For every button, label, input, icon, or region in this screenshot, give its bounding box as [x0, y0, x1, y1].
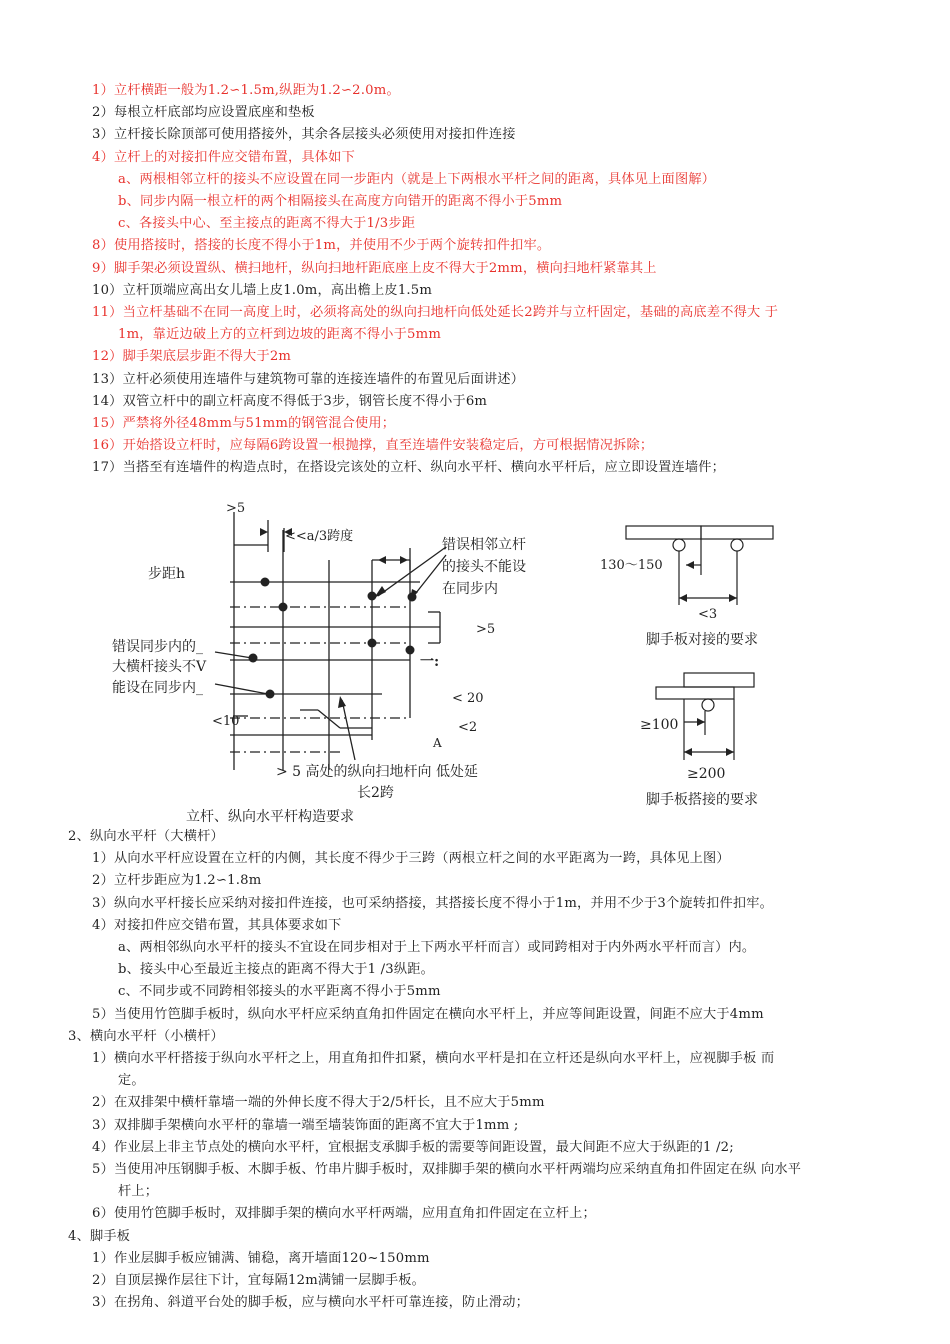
arrow-head: [729, 594, 737, 602]
wrong-left-2: 大横杆接头不V: [112, 659, 207, 675]
label-A: A: [433, 736, 442, 750]
text-line: 3）纵向水平杆接长应采纳对接扣件连接，也可采纳搭接，其搭接长度不得小于1m，并用不少于3个旋转扣件扣牢。: [92, 895, 774, 911]
text-line: 5）当使用冲压钢脚手板、木脚手板、竹串片脚手板时，双排脚手架的横向水平杆两端均应采纳直角扣件固定在纵 向水平: [92, 1162, 802, 1177]
text-line: b、同步内隔一根立杆的两个相隔接头在高度方向错开的距离不得小于5mm: [118, 194, 563, 209]
text-line: 12）脚手架底层步距不得大于2m: [92, 349, 292, 365]
text-line: a、两相邻纵向水平杆的接头不宜设在同步相对于上下两水平杆而言）或同跨相对于内外两水平杆而言）内。: [118, 940, 756, 955]
label-step: 步距h: [148, 566, 186, 582]
arrow-head: [400, 556, 408, 564]
diagram-caption: 立杆、纵向水平杆构造要求: [186, 809, 354, 825]
board-right: [701, 526, 773, 539]
dim-gt5: >5: [226, 501, 246, 516]
text-line: 1）横向水平杆搭接于纵向水平杆之上，用直角扣件扣紧，横向水平杆是扣在立杆还是纵向水平杆上，应视脚手板 而: [92, 1051, 775, 1066]
text-line: 10）立杆顶端应高出女儿墙上皮1.0m，高出檐上皮1.5m: [92, 282, 433, 298]
text-line: 4）对接扣件应交错布置，其具体要求如下: [92, 917, 342, 933]
tube-circle: [673, 539, 685, 551]
text-line: 4）立杆上的对接扣件应交错布置，具体如下: [92, 149, 355, 165]
text-line: 8）使用搭接时，搭接的长度不得小于1m，并使用不少于两个旋转扣件扣牢。: [92, 238, 551, 254]
text-line: 13）立杆必须使用连墙件与建筑物可靠的连接连墙件的布置见后面讲述）: [92, 371, 525, 387]
text-line: 6）使用竹笆脚手板时，双排脚手架的横向水平杆两端，应用直角扣件固定在立杆上；: [92, 1206, 596, 1222]
text-line: 杆上；: [118, 1184, 159, 1200]
text-line: 5）当使用竹笆脚手板时，纵向水平杆应采纳直角扣件固定在横向水平杆上，并应等间距设置，间距不应大于4mm: [92, 1006, 764, 1022]
text-line: 9）脚手架必须设置纵、横扫地杆，纵向扫地杆距底座上皮不得大于2mm，横向扫地杆紧靠其上: [92, 260, 657, 276]
text-line: 4、脚手板: [68, 1228, 131, 1244]
text-line: c、不同步或不同跨相邻接头的水平距离不得小于5mm: [118, 984, 441, 1000]
text-line: 2）立杆步距应为1.2∽1.8m: [92, 873, 262, 889]
dim-a3: <<a/3跨度: [285, 529, 354, 544]
text-line: 定。: [118, 1073, 145, 1089]
pointer-arrow: [342, 700, 355, 760]
text-line: 2、纵向水平杆（大横杆）: [68, 829, 224, 844]
colon-mark: 一:: [420, 654, 440, 670]
text-line: a、两根相邻立杆的接头不应设置在同一步距内（就是上下两根水平杆之间的距离，具体见上面图解）: [118, 171, 716, 187]
pointer-arrow: [215, 684, 268, 694]
dim-lt20: < 20: [452, 691, 484, 706]
joint-dot: [261, 578, 270, 587]
board-left: [626, 526, 701, 539]
arrow-head: [679, 594, 687, 602]
dim-lt2: <2: [458, 720, 478, 735]
butt-caption: 脚手板对接的要求: [646, 632, 758, 648]
arrow-head: [378, 556, 386, 564]
bottom-note-2: 长2跨: [357, 785, 394, 801]
joint-dot: [266, 690, 275, 699]
bottom-note-1: > 5 高处的纵向扫地杆向 低处延: [276, 764, 478, 780]
butt-dim: 130～150: [600, 558, 663, 573]
text-line: 3）在拐角、斜道平台处的脚手板，应与横向水平杆可靠连接，防止滑动；: [92, 1295, 529, 1311]
wrong-right-3: 在同步内: [442, 581, 498, 597]
board-upper: [684, 673, 754, 687]
arrow-head: [684, 748, 692, 756]
wrong-left-1: 错误同步内的_: [112, 639, 203, 655]
dim-lt10: <10: [212, 714, 240, 729]
text-line: 1）从向水平杆应设置在立杆的内侧，其长度不得少于三跨（两根立杆之间的水平距离为一跨，具体见上图）: [92, 851, 730, 867]
dim-gt5-right: >5: [476, 622, 496, 637]
arrow-head: [726, 748, 734, 756]
tube-circle: [702, 699, 714, 711]
joint-dot: [368, 592, 377, 601]
arrow-head: [374, 586, 386, 598]
joint-dot: [249, 654, 258, 663]
scaffold-diagram: [0, 490, 950, 830]
joint-dot: [368, 639, 377, 648]
arrow-head: [697, 718, 705, 726]
tube-circle: [731, 539, 743, 551]
text-line: 3、横向水平杆（小横杆）: [68, 1028, 224, 1044]
lap-caption: 脚手板搭接的要求: [646, 792, 758, 808]
text-line: 3）立杆接长除顶部可使用搭接外，其余各层接头必须使用对接扣件连接: [92, 127, 516, 143]
text-line: 2）每根立杆底部均应设置底座和垫板: [92, 105, 315, 121]
text-line: 14）双管立杆中的副立杆高度不得低于3步，钢管长度不得小于6m: [92, 393, 488, 409]
arrow-head: [260, 528, 268, 536]
arrow-head: [686, 561, 694, 569]
lap-ge100: ≥100: [640, 717, 679, 733]
wrong-right-1: 错误相邻立杆: [442, 537, 526, 553]
text-line: 1）立杆横距一般为1.2∽1.5m,纵距为1.2∽2.0m。: [92, 83, 400, 98]
arrow-head: [338, 696, 346, 708]
wrong-right-2: 的接头不能设: [442, 559, 526, 575]
text-line: 1）作业层脚手板应铺满、铺稳，离开墙面120~150mm: [92, 1250, 430, 1266]
text-line: 15）严禁将外径48mm与51mm的钢管混合使用；: [92, 416, 396, 431]
text-line: 16）开始搭设立杆时，应每隔6跨设置一根抛撑，直至连墙件安装稳定后，方可根据情况拆除；: [92, 438, 654, 454]
text-line: 3）双排脚手架横向水平杆的靠墙一端至墙装饰面的距离不宜大于1mm ;: [92, 1117, 519, 1133]
text-line: 1m，靠近边破上方的立杆到边坡的距离不得小于5mm: [118, 327, 442, 343]
pointer-arrow: [378, 547, 446, 596]
text-line: 2）自顶层操作层往下计，宜每隔12m满铺一层脚手板。: [92, 1273, 425, 1288]
pointer-arrow: [412, 555, 446, 598]
text-line: b、接头中心至最近主接点的距离不得大于1 /3纵距。: [118, 962, 434, 978]
text-line: 11）当立杆基础不在同一高度上时，必须将高处的纵向扫地杆向低处延长2跨并与立杆固定，基础的高底差不得大 于: [92, 305, 779, 320]
text-line: c、各接头中心、至主接点的距离不得大于1/3步距: [118, 216, 416, 232]
joint-dot: [279, 603, 288, 612]
text-line: 4）作业层上非主节点处的横向水平杆，宜根据支承脚手板的需要等间距设置，最大间距不应大于纵距的1 /2;: [92, 1139, 734, 1155]
lap-ge200: ≥200: [687, 766, 726, 782]
text-line: 17）当搭至有连墙件的构造点时，在搭设完该处的立杆、纵向水平杆、横向水平杆后，应立即设置连墙件；: [92, 460, 726, 476]
text-line: 2）在双排架中横杆靠墙一端的外伸长度不得大于2/5杆长，且不应大于5mm: [92, 1095, 545, 1111]
wrong-left-3: 能设在同步内_: [112, 680, 203, 696]
joint-dot: [406, 646, 415, 655]
butt-lt3: <3: [698, 607, 718, 622]
board-lower: [656, 687, 734, 699]
